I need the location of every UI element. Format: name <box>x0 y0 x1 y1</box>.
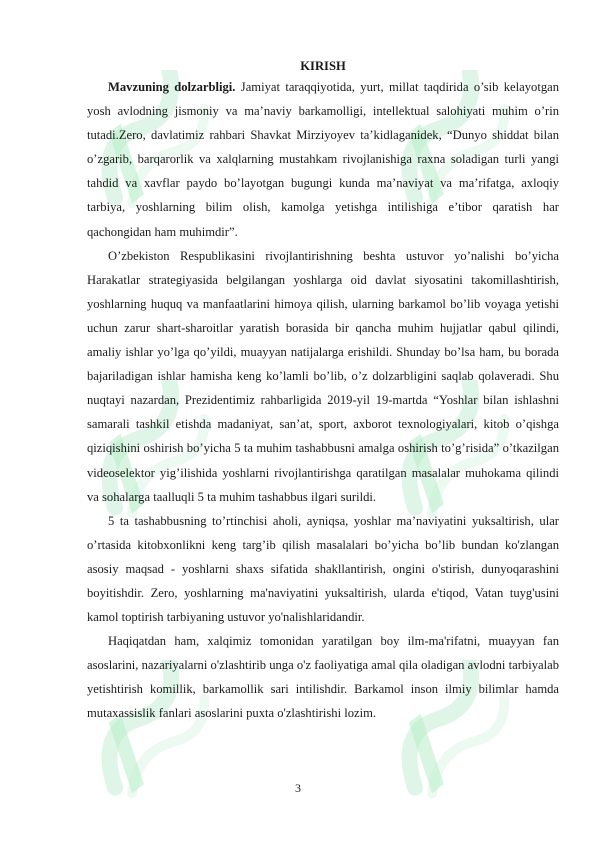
paragraph-text: Haqiqatdan ham, xalqimiz tomonidan yaratilgan boy ilm-ma'rifatni, muayyan fan asoslarini, nazariyalarni o'zlashtirib unga o'z faoliyatiga amal qila oladigan avlodni tarbiyalab yetishtirish komillik, barkamollik sari intilishdir. Barkamol inson ilmiy bilimlar hamda mutaxassislik fanlari asoslarini puxta o'zlashtirishi lozim. <box>87 634 559 721</box>
paragraph-strategy <box>87 244 559 509</box>
paragraph-text: O’zbekiston Respublikasini rivojlantirishning beshta ustuvor yo’nalishi bo’yicha Harakatlar strategiyasida belgilangan yoshlarga oid davlat siyosatini takomillashtirish, yoshlarning huquq va manfaatlarini himoya qilish, ularning barkamol bo’lib voyaga yetishi uchun zarur shart-sharoitlar yaratish borasida bir qancha muhim hujjatlar qabul qilindi, amaliy ishlar yo’lga qo’yildi, muayyan natijalarga erishildi. Shunday bo’lsa ham, bu borada bajariladigan ishlar hamisha keng ko’lamli bo’lib, o’z dolzarbligini saqlab qolaveradi. Shu nuqtayi nazardan, Prezidentimiz rahbarligida 2019-yil 19-martda “Yoshlar bilan ishlashni samarali tashkil etishda madaniyat, san’at, sport, axborot texnologiyalari, kitob o’qishga qiziqishini oshirish bo’yicha 5 ta muhim tashabbusni amalga oshirish to’g’risida” o’tkazilgan videoselektor yig’ilishida yoshlarni rivojlantirishga qaratilgan masalalar muhokama qilindi va sohalarga taalluqli 5 ta muhim tashabbus ilgari surildi. <box>87 248 559 504</box>
paragraph-lead: Mavzuning dolzarbligi. <box>108 80 236 94</box>
paragraph-text: 5 ta tashabbusning to’rtinchisi aholi, ayniqsa, yoshlar ma’naviyatini yuksaltirish, ular o’rtasida kitobxonlikni keng targ’ib qilish masalalari bo’yicha bo’lib bundan ko'zlangan asosiy maqsad - yoshlarni shaxs sifatida shakllantirish, ongini o'stirish, dunyoqarashini boyitishdir. Zero, yoshlarning ma'naviyatini yuksaltirish, ularda e'tiqod, Vatan tuyg'usini kamol toptirish tarbiyaning ustuvor yo'nalishlaridandir. <box>87 513 559 625</box>
section-heading: KIRISH <box>300 59 346 73</box>
paragraph-initiatives <box>87 509 559 629</box>
paragraph-education <box>87 629 559 725</box>
paragraph-relevance <box>87 75 559 244</box>
document-body <box>87 57 559 726</box>
page-number: 3 <box>295 781 301 795</box>
paragraph-text: Jamiyat taraqqiyotida, yurt, millat taqdirida o’sib kelayotgan yosh avlodning jismoniy va ma’naviy barkamolligi, intellektual salohiyati muhim o’rin tutadi.Zero, davlatimiz rahbari Shavkat Mirziyoyev ta’kidlaganidek, “Dunyo shiddat bilan o’zgarib, barqarorlik va xalqlarning mustahkam rivojlanishiga raxna soladigan turli yangi tahdid va xavflar paydo bo’layotgan bugungi kunda ma’naviyat va ma’rifatga, axloqiy tarbiya, yoshlarning bilim olish, kamolga yetishga intilishiga e’tibor qaratish har qachongidan ham muhimdir”. <box>87 80 559 239</box>
